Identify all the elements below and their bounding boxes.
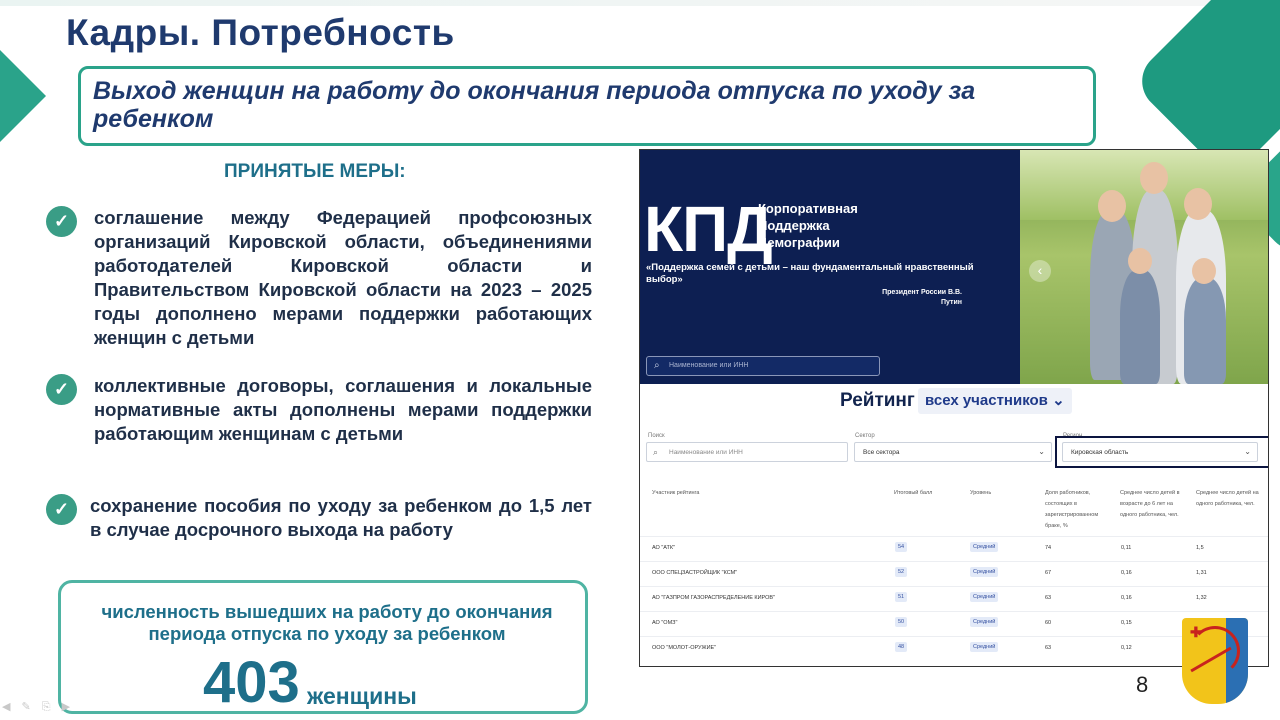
filter-search-placeholder: Наименование или ИНН (669, 449, 743, 456)
table-header: Уровень (970, 490, 992, 496)
table-header: Итоговый балл (894, 490, 933, 496)
share-value: 67 (1045, 570, 1052, 576)
chevron-down-icon: ⌄ (1244, 447, 1251, 456)
share-value: 63 (1045, 595, 1052, 601)
kpd-website-screenshot (639, 149, 1269, 667)
kids-value: 1,32 (1196, 595, 1207, 601)
top-stripe (0, 0, 1280, 6)
sector-value: Все сектора (863, 449, 900, 456)
kids6-value: 0,15 (1121, 620, 1132, 626)
level-badge: Средний (970, 642, 998, 652)
score-badge: 48 (895, 642, 907, 652)
table-header: Среднее число детей в возрасте до 6 лет на одного работника, чел. (1120, 490, 1180, 518)
search-icon: ⌕ (654, 360, 660, 371)
page-number: 8 (1136, 672, 1149, 697)
stat-number: 403 (203, 650, 300, 715)
sector-select[interactable] (854, 442, 1052, 462)
check-icon: ✓ (46, 494, 77, 525)
page-title: Кадры. Потребность (66, 12, 455, 53)
photo-person-head (1140, 162, 1168, 194)
filter-search-input[interactable] (646, 442, 848, 462)
share-value: 63 (1045, 645, 1052, 651)
table-header: Доля работников, состоящих в зарегистрированном браке, % (1045, 490, 1099, 529)
kpd-logo-text: Корпоративная Поддержка Демографии (758, 201, 858, 250)
level-badge: Средний (970, 617, 998, 627)
chevron-down-icon: ⌄ (1052, 392, 1065, 409)
quote-author: Президент России В.В. Путин (882, 289, 962, 306)
kids-value: 1,31 (1196, 570, 1207, 576)
rating-select[interactable] (918, 388, 1072, 414)
kpd-logo: КПД (644, 193, 772, 265)
family-photo (1020, 150, 1269, 384)
cross-icon: ✚ (1190, 624, 1202, 640)
measure-item (46, 206, 592, 350)
measure-text: сохранение пособия по уходу за ребенком до 1,5 лет в случае досрочного выхода на работу (90, 495, 592, 540)
measure-item (46, 494, 592, 542)
subtitle: Выход женщин на работу до окончания периода отпуска по уходу за ребенком (93, 77, 976, 133)
kids-value: 1,5 (1196, 545, 1204, 551)
filter-label: Поиск (648, 433, 665, 439)
kids6-value: 0,11 (1121, 545, 1132, 551)
decorative-arrow (0, 50, 46, 142)
score-badge: 50 (895, 617, 907, 627)
stat-box (58, 580, 588, 714)
photo-child-head (1128, 248, 1152, 274)
stat-label: численность вышедших на работу до окончания периода отпуска по уходу за ребенком (101, 601, 553, 644)
participant-name: АО "ОМЗ" (652, 620, 678, 626)
table-row[interactable] (640, 586, 1269, 611)
banner-search-input[interactable] (646, 356, 880, 376)
photo-child-head (1192, 258, 1216, 284)
check-icon: ✓ (46, 206, 77, 237)
photo-child (1184, 278, 1226, 384)
filter-label: Сектор (855, 433, 875, 439)
participant-name: ООО СПЕЦЗАСТРОЙЩИК "КСМ" (652, 570, 738, 576)
kpd-banner (640, 150, 1269, 384)
table-header: Участник рейтинга (652, 490, 700, 496)
participant-name: АО "АТК" (652, 545, 676, 551)
level-badge: Средний (970, 567, 998, 577)
photo-child (1120, 270, 1160, 384)
table-header: Среднее число детей на одного работника, чел. (1196, 490, 1259, 507)
measure-item (46, 374, 592, 446)
kirov-region-coat-of-arms-icon (1182, 618, 1248, 704)
stat-unit: женщины (307, 683, 417, 709)
level-badge: Средний (970, 542, 998, 552)
photo-person-head (1098, 190, 1126, 222)
chevron-down-icon: ⌄ (1038, 447, 1045, 456)
slide-nav-icons[interactable]: ◀ ✎ ⎘ ▶ (2, 701, 75, 713)
table-row[interactable] (640, 561, 1269, 586)
measures-heading: ПРИНЯТЫЕ МЕРЫ: (224, 161, 406, 182)
check-icon: ✓ (46, 374, 77, 405)
rating-select-value: всех участников (925, 392, 1048, 409)
rating-title: Рейтинг (840, 390, 915, 411)
participant-name: ООО "МОЛОТ-ОРУЖИЕ" (652, 645, 717, 651)
banner-search-placeholder: Наименование или ИНН (669, 362, 749, 369)
table-row[interactable] (640, 636, 1269, 661)
kids6-value: 0,16 (1121, 570, 1132, 576)
kids6-value: 0,12 (1121, 645, 1132, 651)
subtitle-box (78, 66, 1096, 146)
level-badge: Средний (970, 592, 998, 602)
table-row[interactable] (640, 611, 1269, 636)
participant-name: АО "ГАЗПРОМ ГАЗОРАСПРЕДЕЛЕНИЕ КИРОВ" (652, 595, 775, 601)
chevron-left-icon[interactable]: ‹ (1029, 260, 1051, 282)
measure-text: коллективные договоры, соглашения и локальные нормативные акты дополнены мерами поддержки работающим женщинам с детьми (94, 375, 592, 444)
table-row[interactable] (640, 536, 1269, 561)
score-badge: 54 (895, 542, 907, 552)
kids6-value: 0,16 (1121, 595, 1132, 601)
share-value: 60 (1045, 620, 1052, 626)
share-value: 74 (1045, 545, 1052, 551)
region-select[interactable] (1062, 442, 1258, 462)
banner-quote: «Поддержка семей с детьми – наш фундаментальный нравственный выбор» (646, 262, 974, 285)
score-badge: 51 (895, 592, 907, 602)
region-value: Кировская область (1071, 449, 1129, 456)
search-icon: ⌕ (653, 447, 659, 457)
measure-text: соглашение между Федерацией профсоюзных организаций Кировской области, объединениями работодателей Кировской области и Правительством Кировской области на 2023 – 2025 годы дополнено мерами поддержки работающих женщин с детьми (94, 207, 592, 348)
score-badge: 52 (895, 567, 907, 577)
photo-person-head (1184, 188, 1212, 220)
